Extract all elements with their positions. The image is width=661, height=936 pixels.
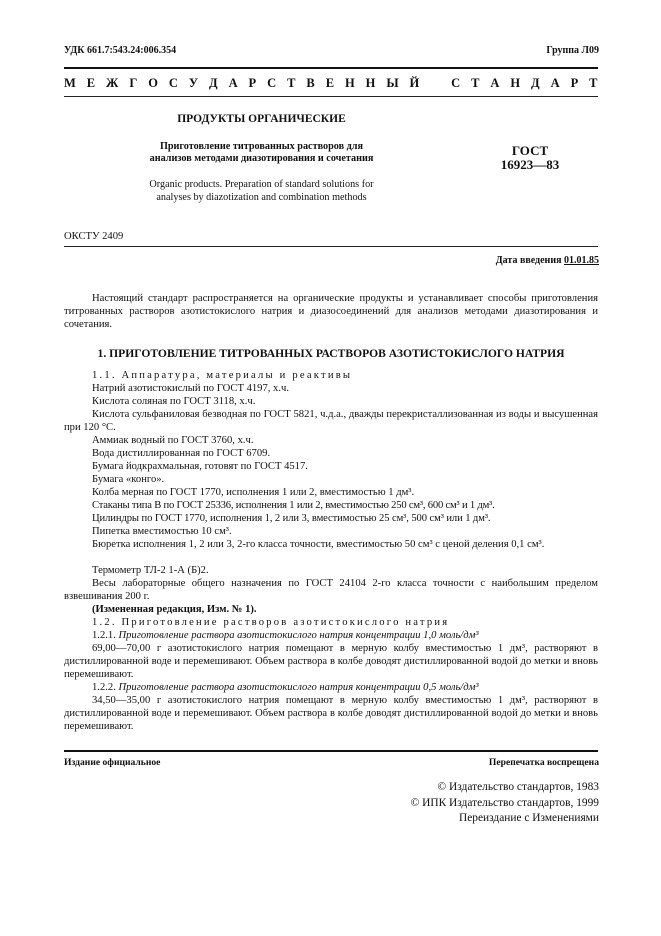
banner-rule (64, 96, 598, 97)
copyright-line: © ИПК Издательство стандартов, 1999 (410, 796, 599, 809)
group-code: Группа Л09 (546, 45, 599, 56)
footer-rule (64, 750, 598, 752)
list-item: Вода дистиллированная по ГОСТ 6709. (92, 448, 271, 459)
gost-number: ГОСТ 16923—83 (500, 143, 560, 172)
copyright-block (411, 780, 599, 827)
list-item: Стаканы типа В по ГОСТ 25336, исполнения 1 или 2, вместимостью 250 см³, 600 см³ и 1 дм³. (92, 500, 495, 511)
effective-date: Дата введения 01.01.85 (495, 255, 599, 266)
copyright-line: © Издательство стандартов, 1983 (437, 781, 599, 793)
list-item: Весы лабораторные общего назначения по ГОСТ 24104 2-го класса точности с наибольшим пределом взвешивания 200 г. (64, 578, 598, 603)
section-1-heading: 1. ПРИГОТОВЛЕНИЕ ТИТРОВАННЫХ РАСТВОРОВ АЗОТИСТОКИСЛОГО НАТРИЯ (97, 347, 565, 360)
list-item: Кислота сульфаниловая безводная по ГОСТ 5821, ч.д.а., дважды перекристаллизованная из воды и высушенная при 120 °С. (64, 409, 598, 434)
list-item: Натрий азотистокислый по ГОСТ 4197, х.ч. (92, 383, 289, 394)
list-item: Аммиак водный по ГОСТ 3760, х.ч. (92, 435, 254, 446)
clause-1-2-2-title: 1.2.2. Приготовление раствора азотистокислого натрия концентрации 0,5 моль/дм³ (92, 682, 479, 693)
official-edition: Издание официальное (64, 757, 161, 768)
oksty-rule (64, 246, 598, 247)
clause-1-2-title: 1.2. Приготовление растворов азотистокислого натрия (92, 617, 450, 628)
document-subtitle: Приготовление титрованных растворов для анализов методами диазотирования и сочетания (149, 141, 374, 164)
list-item: Термометр ТЛ-2 1-А (Б)2. (92, 565, 209, 576)
list-item: Пипетка вместимостью 10 см³. (92, 526, 232, 537)
oksty-code: ОКСТУ 2409 (64, 231, 124, 242)
reissue-line: Переиздание с Изменениями (459, 812, 599, 824)
clause-1-1-title: 1.1. Аппаратура, материалы и реактивы (92, 370, 353, 381)
document-title: ПРОДУКТЫ ОРГАНИЧЕСКИЕ (177, 113, 346, 125)
list-item: Колба мерная по ГОСТ 1770, исполнения 1 или 2, вместимостью 1 дм³. (92, 487, 415, 498)
intro-paragraph: Настоящий стандарт распространяется на органические продукты и устанавливает способы приготовления титрованных растворов азотистокислого натрия и диазосоединений для анализов методами диазотирования и сочетания. (64, 293, 598, 331)
reprint-notice: Перепечатка воспрещена (488, 757, 599, 768)
english-title: Organic products. Preparation of standard solutions for analyses by diazotization and combination methods (149, 179, 374, 203)
top-rule (64, 67, 598, 69)
clause-1-2-1-text: 69,00—70,00 г азотистокислого натрия помещают в мерную колбу вместимостью 1 дм³, растворяют в дистиллированной воде и перемешивают. Объем раствора в колбе доводят дистиллированной водой до метки и вновь перемешивают. (64, 643, 598, 681)
standard-banner: М Е Ж Г О С У Д А Р С Т В Е Н Н Ы Й С Т А Н Д А Р Т (64, 76, 598, 90)
clause-1-2-2-text: 34,50—35,00 г азотистокислого натрия помещают в мерную колбу вместимостью 1 дм³, растворяют в дистиллированной воде и перемешивают. Объем раствора в колбе доводят дистиллированной водой до метки и вновь перемешивают. (64, 695, 598, 733)
list-item: Цилиндры по ГОСТ 1770, исполнения 1, 2 или 3, вместимостью 25 см³, 500 см³ или 1 дм³. (92, 513, 491, 524)
list-item: Кислота соляная по ГОСТ 3118, х.ч. (92, 396, 256, 407)
clause-1-2-1-title: 1.2.1. Приготовление раствора азотистокислого натрия концентрации 1,0 моль/дм³ (92, 630, 479, 641)
list-item: Бумага йодкрахмальная, готовят по ГОСТ 4517. (92, 461, 308, 472)
amendment-note: (Измененная редакция, Изм. № 1). (92, 604, 257, 615)
list-item: Бюретка исполнения 1, 2 или 3, 2-го класса точности, вместимостью 50 см³ с ценой деления 0,1 см³. (92, 539, 545, 550)
list-item: Бумага «конго». (92, 474, 165, 485)
udk-code: УДК 661.7:543.24:006.354 (64, 45, 177, 56)
